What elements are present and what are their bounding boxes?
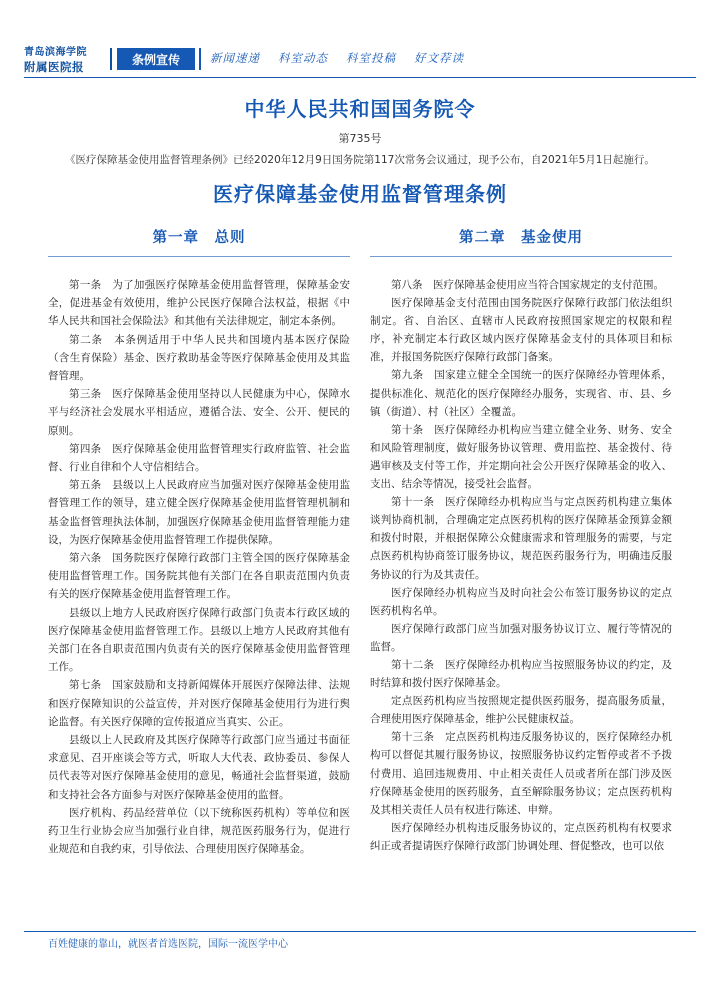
brand-divider xyxy=(110,48,112,70)
decree-number: 第735号 xyxy=(338,132,382,145)
chapter-1-body xyxy=(48,276,350,859)
article-paragraph: 第十二条 医疗保障经办机构应当按照服务协议的约定，及时结算和拨付医疗保障基金。 xyxy=(370,658,672,690)
nav-item-news[interactable]: 新闻速递 xyxy=(210,51,260,65)
decree-title: 中华人民共和国国务院令 xyxy=(244,97,476,121)
article-paragraph: 第八条 医疗保障基金使用应当符合国家规定的支付范围。 xyxy=(391,279,664,291)
article-paragraph: 第三条 医疗保障基金使用坚持以人民健康为中心，保障水平与经济社会发展水平相适应，遵循合法、安全、公开、便民的原则。 xyxy=(48,388,350,437)
article-paragraph: 第一条 为了加强医疗保障基金使用监督管理，保障基金安全，促进基金有效使用，维护公民医疗保障合法权益，根据《中华人民共和国社会保险法》和其他有关法律规定，制定本条例。 xyxy=(48,279,350,328)
footer-slogan: 百姓健康的靠山，就医者首选医院，国际一流医学中心 xyxy=(48,939,288,950)
chapter-2-rule xyxy=(370,256,672,257)
article-paragraph: 医疗保障经办机构应当及时向社会公布签订服务协议的定点医药机构名单。 xyxy=(370,586,672,617)
article-paragraph: 第五条 县级以上人民政府应当加强对医疗保障基金使用监督管理工作的领导，建立健全医疗保障基金使用监督管理机制和基金监督管理执法体制，加强医疗保障基金使用监督管理能力建设，为医疗保障基金使用监督管理工作提供保障。 xyxy=(48,479,350,546)
article-paragraph: 第二条 本条例适用于中华人民共和国境内基本医疗保险（含生育保险）基金、医疗救助基金等医疗保障基金使用及其监督管理。 xyxy=(48,333,350,383)
nav-item-recommended-reading[interactable]: 好文荐读 xyxy=(414,51,464,65)
article-paragraph: 第十条 医疗保障经办机构应当建立健全业务、财务、安全和风险管理制度，做好服务协议管理、费用监控、基金拨付、待遇审核及支付等工作，并定期向社会公开医疗保障基金的收入、支出、结余等情况，接受社会监督。 xyxy=(370,423,672,491)
article-paragraph: 县级以上人民政府及其医疗保障等行政部门应当通过书面征求意见、召开座谈会等方式，听取人大代表、政协委员、参保人员代表等对医疗保障基金使用的意见，畅通社会监督渠道，鼓励和支持社会各方面参与对医疗保障基金使用的监督。 xyxy=(48,734,350,801)
article-paragraph: 第十一条 医疗保障经办机构应当与定点医药机构建立集体谈判协商机制，合理确定定点医药机构的医疗保障基金预算金额和拨付时限，并根据保障公众健康需求和管理服务的需要，与定点医药机构协商签订服务协议，规范医药服务行为，明确违反服务协议的行为及其责任。 xyxy=(370,496,672,581)
decree-intro: 《医疗保障基金使用监督管理条例》已经2020年12月9日国务院第117次常务会议通过，现予公布，自2021年5月1日起施行。 xyxy=(65,154,655,166)
nav-item-department-news[interactable]: 科室动态 xyxy=(278,51,328,65)
masthead-rule xyxy=(24,77,696,78)
brand-line-2: 附属医院报 xyxy=(24,60,84,74)
article-paragraph: 医疗保障行政部门应当加强对服务协议订立、履行等情况的监督。 xyxy=(370,622,672,653)
section-nav xyxy=(210,50,464,66)
section-tag: 条例宣传 xyxy=(117,48,195,70)
chapter-1-rule xyxy=(48,256,350,257)
article-paragraph: 第六条 国务院医疗保障行政部门主管全国的医疗保障基金使用监督管理工作。国务院其他有关部门在各自职责范围内负责有关的医疗保障基金使用监督管理工作。 xyxy=(48,552,350,601)
nav-item-submissions[interactable]: 科室投稿 xyxy=(346,51,396,65)
chapter-2-title: 第二章 基金使用 xyxy=(459,230,583,246)
article-paragraph: 第七条 国家鼓励和支持新闻媒体开展医疗保障法律、法规和医疗保障知识的公益宣传，并对医疗保障基金使用行为进行舆论监督。有关医疗保障的宣传报道应当真实、公正。 xyxy=(48,679,350,728)
article-paragraph: 第四条 医疗保障基金使用监督管理实行政府监管、社会监督、行业自律和个人守信相结合。 xyxy=(48,442,350,474)
newspaper-logo xyxy=(24,46,108,74)
article-paragraph: 医疗保障经办机构违反服务协议的，定点医药机构有权要求纠正或者提请医疗保障行政部门协调处理、督促整改，也可以依 xyxy=(370,821,672,852)
article-paragraph: 定点医药机构应当按照规定提供医药服务，提高服务质量，合理使用医疗保障基金，维护公民健康权益。 xyxy=(370,695,672,726)
chapter-1-title: 第一章 总则 xyxy=(152,230,246,246)
tag-divider xyxy=(199,48,201,70)
decree-header xyxy=(0,96,720,208)
brand-line-1: 青岛滨海学院 xyxy=(24,47,87,58)
article-paragraph: 县级以上地方人民政府医疗保障行政部门负责本行政区域的医疗保障基金使用监督管理工作。县级以上地方人民政府其他有关部门在各自职责范围内负责有关的医疗保障基金使用监督管理工作。 xyxy=(48,606,350,674)
document-title: 医疗保障基金使用监督管理条例 xyxy=(213,182,507,206)
chapter-2-body xyxy=(370,276,672,855)
footer-rule xyxy=(24,931,696,932)
article-paragraph: 第九条 国家建立健全全国统一的医疗保障经办管理体系，提供标准化、规范化的医疗保障经办服务，实现省、市、县、乡镇（街道）、村（社区）全覆盖。 xyxy=(370,369,672,418)
article-paragraph: 医疗保障基金支付范围由国务院医疗保障行政部门依法组织制定。省、自治区、直辖市人民政府按照国家规定的权限和程序，补充制定本行政区域内医疗保障基金支付的具体项目和标准，并报国务院医疗保障行政部门备案。 xyxy=(370,297,672,364)
article-paragraph: 第十三条 定点医药机构违反服务协议的，医疗保障经办机构可以督促其履行服务协议，按照服务协议约定暂停或者不予拨付费用、追回违规费用、中止相关责任人员或者所在部门涉及医疗保障基金使用的医药服务，直至解除服务协议；定点医药机构及其相关责任人员有权进行陈述、申辩。 xyxy=(370,731,672,816)
left-column xyxy=(48,228,350,859)
masthead xyxy=(0,0,720,78)
article-paragraph: 医疗机构、药品经营单位（以下统称医药机构）等单位和医药卫生行业协会应当加强行业自律，规范医药服务行为，促进行业规范和自我约束，引导依法、合理使用医疗保障基金。 xyxy=(48,806,350,856)
right-column xyxy=(370,228,672,855)
